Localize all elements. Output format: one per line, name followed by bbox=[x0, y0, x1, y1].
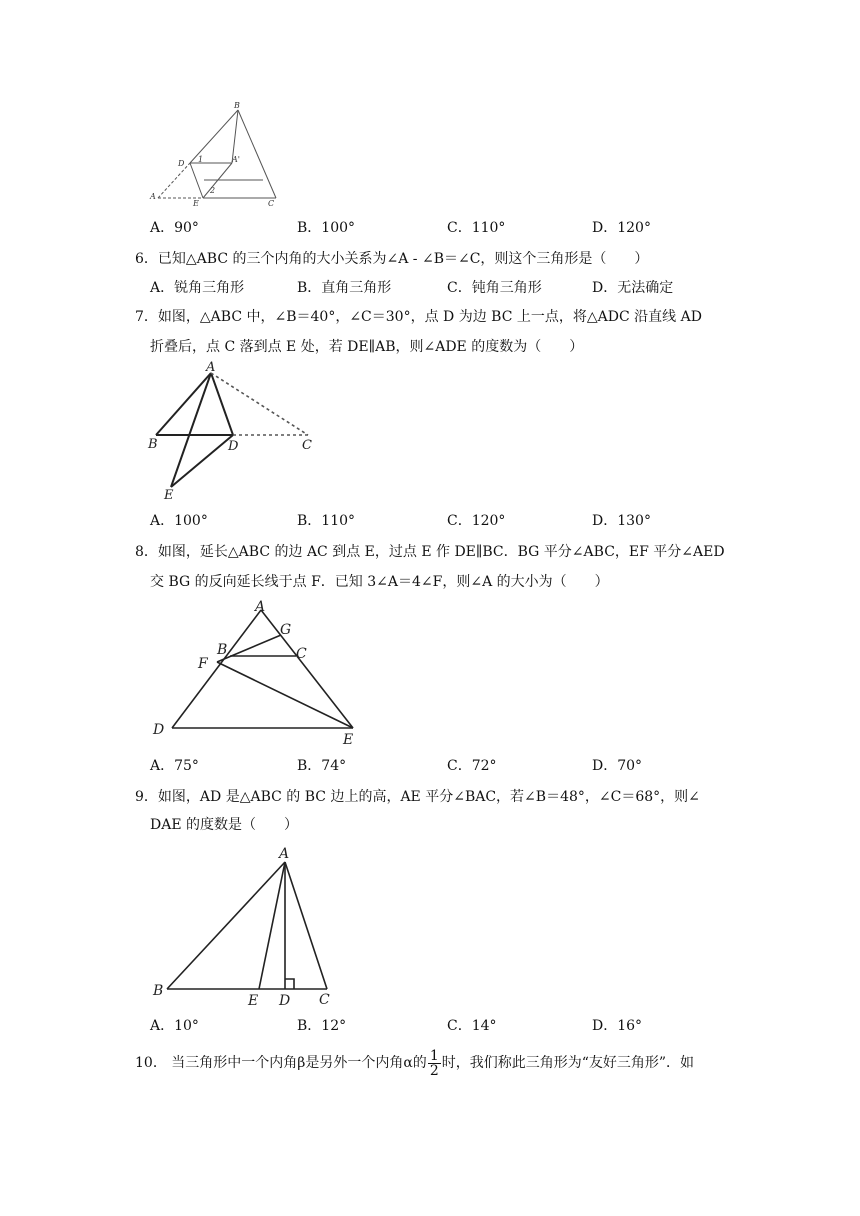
q8-label-B: B bbox=[217, 642, 228, 658]
q8-text-line2: 交 BG 的反向延长线于点 F．已知 3∠A＝4∠F，则∠A 的大小为（ ） bbox=[150, 574, 609, 590]
q8-option-b[interactable]: B．74° bbox=[297, 758, 347, 774]
q7-option-c[interactable]: C．120° bbox=[447, 513, 506, 529]
q9-option-c[interactable]: C．14° bbox=[447, 1018, 497, 1034]
q9-label-D: D bbox=[279, 993, 291, 1009]
q8-figure bbox=[145, 598, 365, 748]
q5-label-A: A bbox=[150, 192, 156, 201]
q8-option-c[interactable]: C．72° bbox=[447, 758, 497, 774]
q9-label-E: E bbox=[248, 993, 259, 1009]
q5-label-B: B bbox=[234, 101, 240, 110]
q8-label-E: E bbox=[343, 732, 354, 748]
q10-fraction bbox=[428, 1049, 441, 1078]
q9-label-B: B bbox=[153, 983, 164, 999]
q5-label-E: E bbox=[193, 199, 199, 208]
q8-option-a[interactable]: A．75° bbox=[150, 758, 199, 774]
q9-text-line2: DAE 的度数是（ ） bbox=[150, 817, 299, 833]
q7-label-C: C bbox=[302, 438, 312, 453]
q5-label-C: C bbox=[268, 199, 275, 208]
q10-text bbox=[135, 1048, 694, 1078]
q8-label-A: A bbox=[255, 599, 266, 615]
q8-option-d[interactable]: D．70° bbox=[592, 758, 643, 774]
q7-figure bbox=[140, 360, 330, 505]
q8-label-F: F bbox=[198, 656, 208, 672]
q7-option-d[interactable]: D．130° bbox=[592, 513, 651, 529]
q8-label-D: D bbox=[153, 722, 165, 738]
q5-label-D: D bbox=[178, 159, 185, 168]
q9-option-b[interactable]: B．12° bbox=[297, 1018, 347, 1034]
q9-option-a[interactable]: A．10° bbox=[150, 1018, 199, 1034]
q6-option-a[interactable]: A．锐角三角形 bbox=[150, 280, 245, 296]
q9-text-line1: 9．如图，AD 是△ABC 的 BC 边上的高，AE 平分∠BAC，若∠B＝48°，∠C＝68°，则∠ bbox=[135, 789, 700, 805]
q6-option-d[interactable]: D．无法确定 bbox=[592, 280, 674, 296]
q6-option-c[interactable]: C．钝角三角形 bbox=[447, 280, 542, 296]
q5-option-b[interactable]: B．100° bbox=[297, 220, 356, 236]
q10-frac-denominator: 2 bbox=[429, 1062, 439, 1079]
q7-option-b[interactable]: B．110° bbox=[297, 513, 356, 529]
q10-frac-numerator: 1 bbox=[429, 1047, 439, 1064]
q5-label-Ap: A' bbox=[232, 155, 240, 164]
q8-label-G: G bbox=[280, 622, 292, 638]
q8-text-line1: 8．如图，延长△ABC 的边 AC 到点 E，过点 E 作 DE∥BC．BG 平分∠ABC，EF 平分∠AED bbox=[135, 544, 725, 560]
q7-text-line2: 折叠后，点 C 落到点 E 处，若 DE∥AB，则∠ADE 的度数为（ ） bbox=[150, 339, 584, 355]
q7-text-line1: 7．如图，△ABC 中，∠B＝40°，∠C＝30°，点 D 为边 BC 上一点，将△ADC 沿直线 AD bbox=[135, 309, 702, 325]
q5-figure bbox=[140, 100, 290, 210]
q5-option-a[interactable]: A．90° bbox=[150, 220, 199, 236]
q9-label-A: A bbox=[279, 846, 290, 862]
q10-text-before: 10． 当三角形中一个内角β是另外一个内角α的 bbox=[135, 1055, 427, 1071]
q7-label-D: D bbox=[228, 439, 239, 454]
q5-label-1: 1 bbox=[198, 155, 204, 164]
q5-label-2: 2 bbox=[210, 186, 216, 195]
q8-label-C: C bbox=[296, 646, 307, 662]
q5-option-c[interactable]: C．110° bbox=[447, 220, 506, 236]
q10-text-after: 时，我们称此三角形为“友好三角形”．如 bbox=[441, 1055, 695, 1071]
q6-text: 6．已知△ABC 的三个内角的大小关系为∠A - ∠B＝∠C，则这个三角形是（ ） bbox=[135, 251, 649, 267]
q7-option-a[interactable]: A．100° bbox=[150, 513, 208, 529]
q7-label-B: B bbox=[148, 437, 158, 452]
q5-option-d[interactable]: D．120° bbox=[592, 220, 651, 236]
q9-figure bbox=[145, 840, 345, 1010]
q6-option-b[interactable]: B．直角三角形 bbox=[297, 280, 392, 296]
q7-label-A: A bbox=[206, 360, 216, 375]
q9-label-C: C bbox=[319, 992, 330, 1008]
q7-label-E: E bbox=[164, 488, 174, 503]
q9-option-d[interactable]: D．16° bbox=[592, 1018, 643, 1034]
